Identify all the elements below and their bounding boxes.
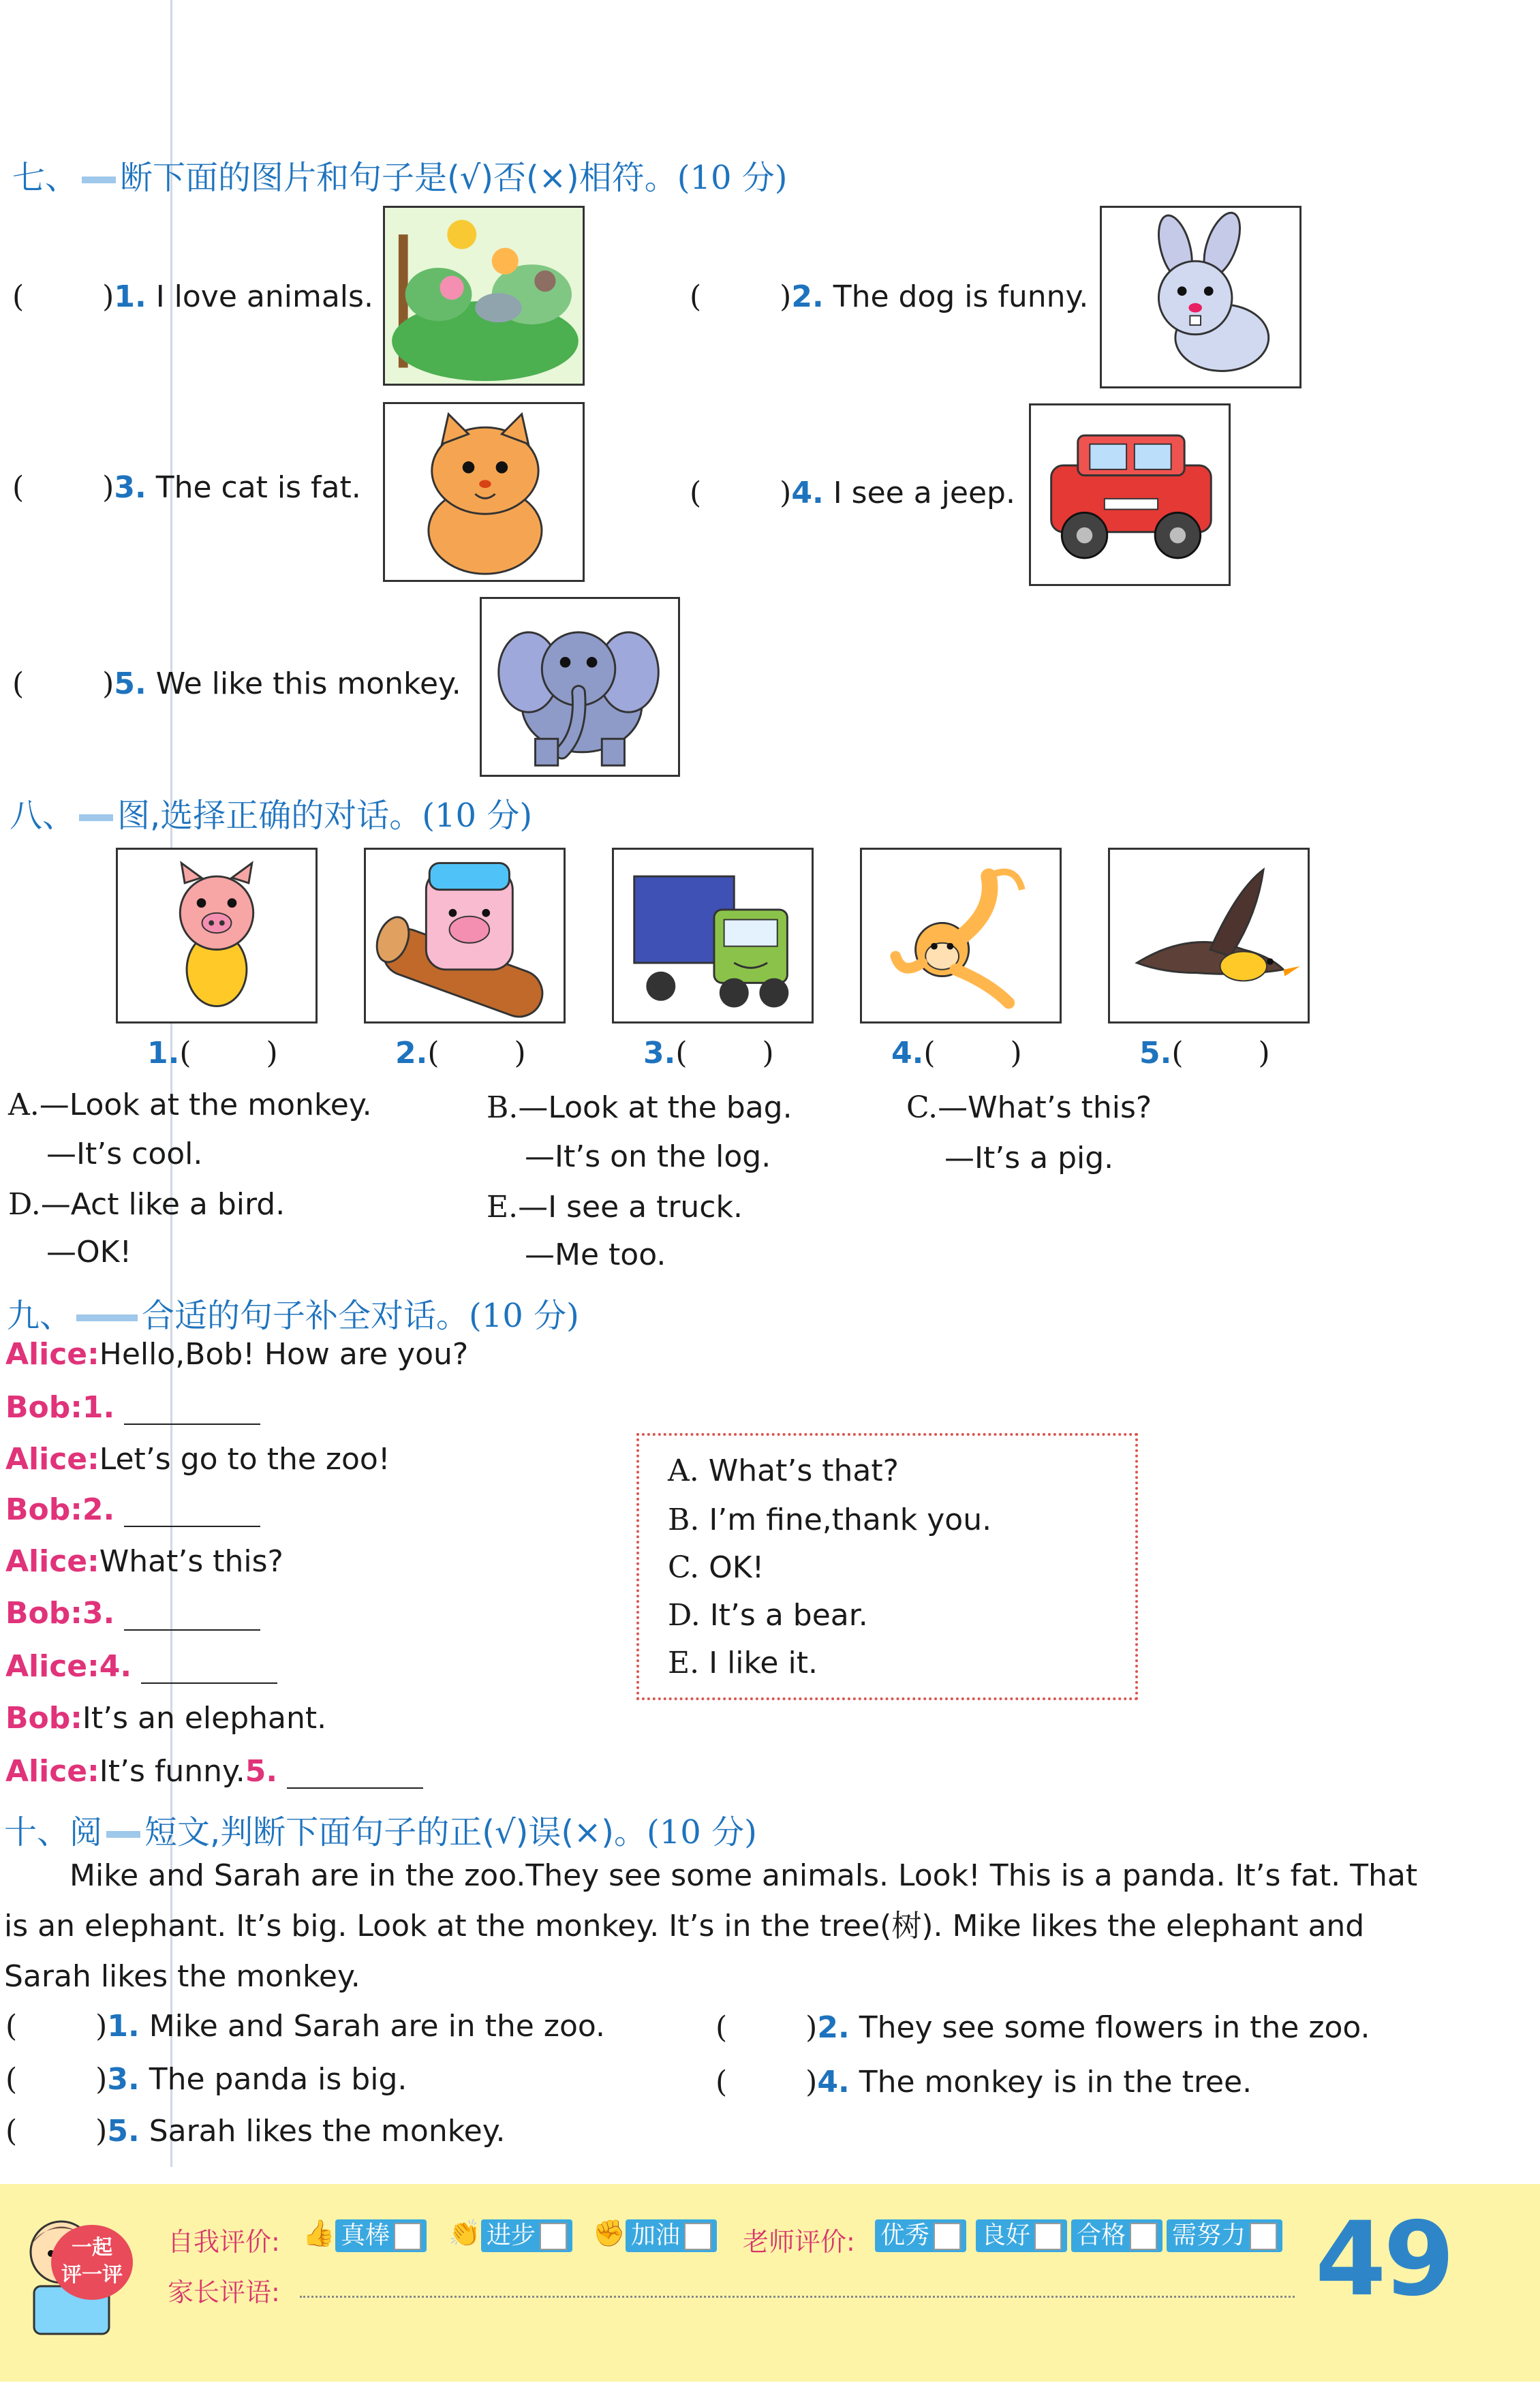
s8-answer-5: 5.( ) bbox=[1139, 1036, 1270, 1071]
evaluate-badge: 一起 评一评 bbox=[51, 2225, 133, 2300]
fist-icon: ✊ bbox=[593, 2218, 626, 2248]
self-eval-label: 自我评价: bbox=[168, 2227, 280, 2257]
s8-option-e-reply: —Me too. bbox=[525, 1237, 666, 1272]
s9-line-5: Alice:What’s this? bbox=[5, 1544, 283, 1579]
s8-option-a: A.—Look at the monkey. bbox=[8, 1088, 372, 1122]
s8-option-d-reply: —OK! bbox=[46, 1235, 132, 1270]
s9-line-9: Alice:It’s funny.5. bbox=[5, 1754, 423, 1789]
s8-option-b: B.—Look at the bag. bbox=[487, 1090, 792, 1125]
self-chip-great[interactable]: 真棒 bbox=[335, 2219, 427, 2252]
s7-question-1: ( )1. I love animals. bbox=[12, 279, 373, 314]
s9-line-3: Alice:Let’s go to the zoo! bbox=[5, 1442, 390, 1477]
elephant-picture bbox=[480, 597, 680, 777]
s10-question-1: ( )1. Mike and Sarah are in the zoo. bbox=[5, 2009, 606, 2044]
s7-question-3: ( )3. The cat is fat. bbox=[12, 470, 361, 505]
self-chip-keep-going[interactable]: 加油 bbox=[626, 2219, 717, 2252]
s8-answer-4: 4.( ) bbox=[891, 1036, 1022, 1071]
monkey-picture bbox=[860, 848, 1062, 1024]
page-number: 49 bbox=[1315, 2200, 1452, 2319]
jungle-animals-picture bbox=[383, 206, 585, 386]
s8-option-a-reply: —It’s cool. bbox=[46, 1137, 203, 1171]
parent-comment-line[interactable] bbox=[300, 2296, 1295, 2298]
jeep-picture bbox=[1029, 403, 1231, 586]
s10-passage: Mike and Sarah are in the zoo.They see some animals. Look! This is a panda. It’s fat. That is an elephant. It’s big. Look at the monkey. It’s in the tree(树). Mike likes the elephant and Sarah likes the monkey. bbox=[4, 1858, 1418, 1994]
s9-choice-b: B. I’m fine,thank you. bbox=[668, 1503, 992, 1537]
s8-option-d: D.—Act like a bird. bbox=[8, 1187, 286, 1222]
teacher-chip-excellent[interactable]: 优秀 bbox=[875, 2219, 966, 2252]
s8-option-b-reply: —It’s on the log. bbox=[525, 1139, 771, 1174]
s9-line-7: Alice:4. bbox=[5, 1649, 277, 1684]
thumbs-up-icon: 👍 bbox=[303, 2218, 335, 2248]
s10-question-4: ( )4. The monkey is in the tree. bbox=[715, 2065, 1252, 2099]
s8-answer-2: 2.( ) bbox=[395, 1036, 526, 1071]
self-chip-progress[interactable]: 进步 bbox=[481, 2219, 572, 2252]
s7-question-5: ( )5. We like this monkey. bbox=[12, 666, 461, 701]
s7-question-4: ( )4. I see a jeep. bbox=[690, 476, 1015, 510]
s10-question-3: ( )3. The panda is big. bbox=[5, 2062, 407, 2097]
section8-title: 八、 图,选择正确的对话。(10 分) bbox=[10, 797, 533, 835]
s8-answer-3: 3.( ) bbox=[643, 1036, 774, 1071]
s7-question-2: ( )2. The dog is funny. bbox=[690, 279, 1089, 314]
s9-choice-d: D. It’s a bear. bbox=[668, 1598, 868, 1633]
s8-answer-1: 1.( ) bbox=[147, 1036, 278, 1071]
s9-choices-box bbox=[636, 1433, 1138, 1700]
clap-icon: 👏 bbox=[448, 2218, 481, 2248]
bird-picture bbox=[1108, 848, 1310, 1024]
parent-eval-label: 家长评语: bbox=[168, 2277, 280, 2307]
s9-choice-a: A. What’s that? bbox=[668, 1453, 899, 1488]
teacher-eval-label: 老师评价: bbox=[743, 2227, 855, 2257]
teacher-chip-pass[interactable]: 合格 bbox=[1071, 2219, 1162, 2252]
cat-picture bbox=[383, 402, 585, 582]
section7-title: 七、 断下面的图片和句子是(√)否(×)相符。(10 分) bbox=[12, 159, 788, 197]
evaluation-footer bbox=[0, 2184, 1540, 2382]
s8-option-c-reply: —It’s a pig. bbox=[944, 1141, 1114, 1175]
s8-option-e: E.—I see a truck. bbox=[487, 1190, 743, 1225]
s9-line-1: Alice:Hello,Bob! How are you? bbox=[5, 1337, 469, 1372]
pig-picture bbox=[116, 848, 318, 1024]
s9-line-4: Bob:2. bbox=[5, 1492, 260, 1527]
s9-choice-e: E. I like it. bbox=[668, 1646, 818, 1680]
rabbit-picture bbox=[1100, 206, 1302, 388]
section9-title: 九、 合适的句子补全对话。(10 分) bbox=[7, 1297, 579, 1335]
teacher-chip-good[interactable]: 良好 bbox=[976, 2219, 1067, 2252]
s8-option-c: C.—What’s this? bbox=[906, 1090, 1152, 1125]
s9-choice-c: C. OK! bbox=[668, 1550, 765, 1585]
s9-line-2: Bob:1. bbox=[5, 1390, 260, 1425]
teacher-chip-needs-effort[interactable]: 需努力 bbox=[1167, 2219, 1282, 2252]
s9-line-8: Bob:It’s an elephant. bbox=[5, 1701, 327, 1736]
truck-picture bbox=[612, 848, 814, 1024]
bag-on-log-picture bbox=[364, 848, 566, 1024]
s10-question-2: ( )2. They see some flowers in the zoo. bbox=[715, 2010, 1370, 2045]
section10-title: 十、阅 短文,判断下面句子的正(√)误(×)。(10 分) bbox=[4, 1813, 757, 1851]
s10-question-5: ( )5. Sarah likes the monkey. bbox=[5, 2114, 506, 2149]
s9-line-6: Bob:3. bbox=[5, 1596, 260, 1631]
